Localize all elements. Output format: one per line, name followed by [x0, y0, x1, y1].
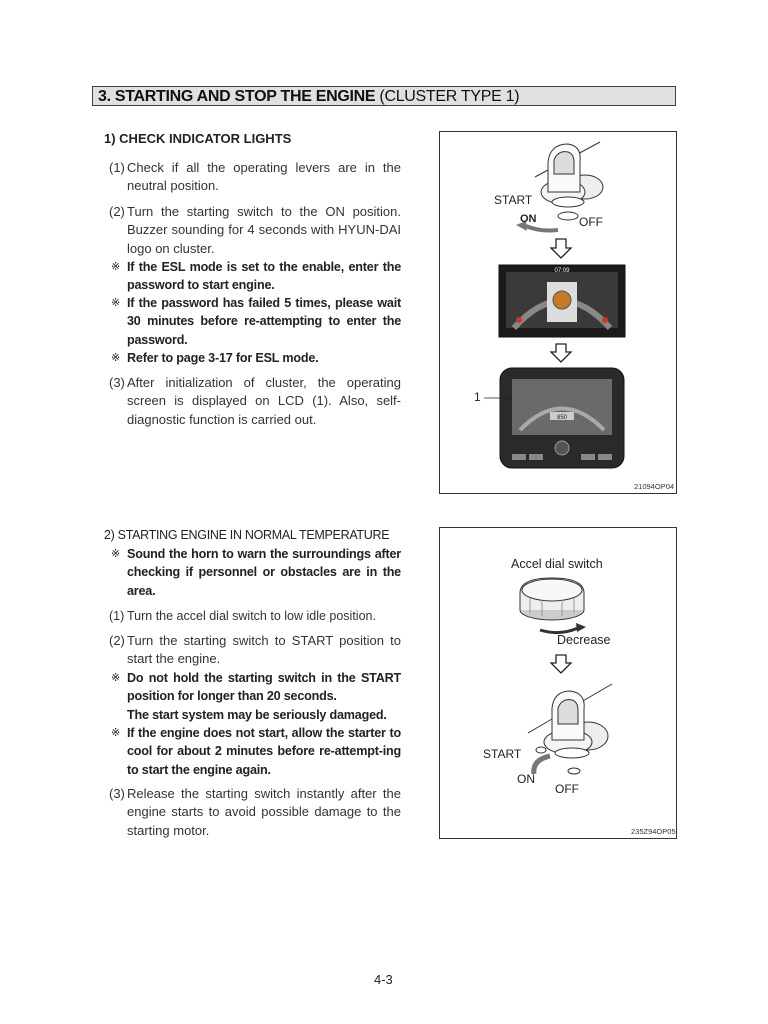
figure-normal-start [439, 527, 677, 839]
figure-code: 235Z94OP05 [631, 827, 676, 836]
part1-note-3 [111, 349, 401, 367]
note-text: If the engine does not start, allow the starter to cool for about 2 minutes before re-attempt-ing to start the engine again. [127, 726, 401, 777]
item-number: (1) [109, 609, 125, 623]
starting-switch-illustration [440, 132, 676, 493]
note-text: If the password has failed 5 times, please wait 30 minutes before re-attempting to enter the password. [127, 296, 401, 347]
note-text: If the ESL mode is set to the enable, enter the password to start engine. [127, 260, 401, 293]
lcd-time-text: 07:09 [554, 268, 570, 274]
on-label: ON [520, 213, 537, 225]
part1-note-1 [111, 258, 401, 295]
down-arrow-icon [551, 655, 571, 673]
note-text: Sound the horn to warn the surroundings after checking if personnel or obstacles are in the area. [127, 547, 401, 598]
part1-note-2 [111, 294, 401, 349]
item-text: After initialization of cluster, the operating screen is displayed on LCD (1). Also, self-diagnostic function is carried out. [127, 375, 401, 427]
down-arrow-icon [551, 344, 571, 362]
callout-number: 1 [474, 390, 481, 404]
part2-note-3 [111, 724, 401, 779]
decrease-arrow-icon [540, 623, 586, 633]
item-text: Turn the accel dial switch to low idle position. [127, 609, 376, 623]
item-number: (3) [109, 375, 125, 390]
part2-heading: 2) STARTING ENGINE IN NORMAL TEMPERATURE [104, 528, 390, 542]
part1-heading: 1) CHECK INDICATOR LIGHTS [104, 131, 292, 146]
on-label: ON [517, 772, 535, 786]
figure-code: 21094OP04 [634, 482, 675, 491]
start-label: START [483, 747, 522, 761]
accel-dial-label: Accel dial switch [511, 557, 603, 571]
off-label: OFF [579, 215, 603, 229]
item-text: Release the starting switch instantly after the engine starts to avoid possible damage to the starting motor. [127, 786, 401, 838]
part2-item-1 [109, 607, 401, 625]
part2-item-2 [109, 632, 401, 669]
part1-item-1 [109, 159, 401, 196]
lcd-screen-icon [499, 265, 625, 337]
page-number: 4-3 [374, 972, 393, 987]
note-mark: ※ [111, 727, 121, 739]
item-text: Turn the starting switch to the ON position. Buzzer sounding for 4 seconds with HYUN-DAI logo on cluster. [127, 204, 401, 256]
item-number: (1) [109, 160, 125, 175]
note-text: Refer to page 3-17 for ESL mode. [127, 351, 319, 365]
note-mark: ※ [111, 261, 121, 273]
decrease-label: Decrease [557, 633, 611, 647]
part2-item-3 [109, 785, 401, 840]
item-number: (2) [109, 633, 125, 648]
item-text: Turn the starting switch to START position to start the engine. [127, 633, 401, 667]
note-text: Do not hold the starting switch in the START position for longer than 20 seconds. [127, 671, 401, 704]
note-text: The start system may be seriously damaged. [127, 708, 387, 722]
accel-dial-icon [520, 578, 584, 620]
down-arrow-icon [551, 239, 571, 258]
section-title-bold: 3. STARTING AND STOP THE ENGINE [98, 88, 376, 105]
section-title [92, 86, 676, 106]
note-mark: ※ [111, 548, 121, 560]
part2-note-2 [127, 706, 401, 724]
item-number: (2) [109, 204, 125, 219]
item-text: Check if all the operating levers are in the neutral position. [127, 160, 401, 194]
part2-note-1 [111, 669, 401, 706]
part2-note-top [111, 545, 401, 600]
lcd-rpm-text: 850 [556, 415, 568, 421]
section-title-normal: (CLUSTER TYPE 1) [375, 88, 520, 105]
note-mark: ※ [111, 672, 121, 684]
key-switch-icon [535, 142, 603, 220]
switch-arrow-icon [534, 756, 550, 774]
part1-item-2 [109, 203, 401, 258]
part1-item-3 [109, 374, 401, 429]
start-label: START [494, 193, 533, 207]
item-number: (3) [109, 786, 125, 801]
off-label: OFF [555, 782, 579, 796]
note-mark: ※ [111, 352, 121, 364]
note-mark: ※ [111, 297, 121, 309]
figure-indicator-lights [439, 131, 677, 494]
